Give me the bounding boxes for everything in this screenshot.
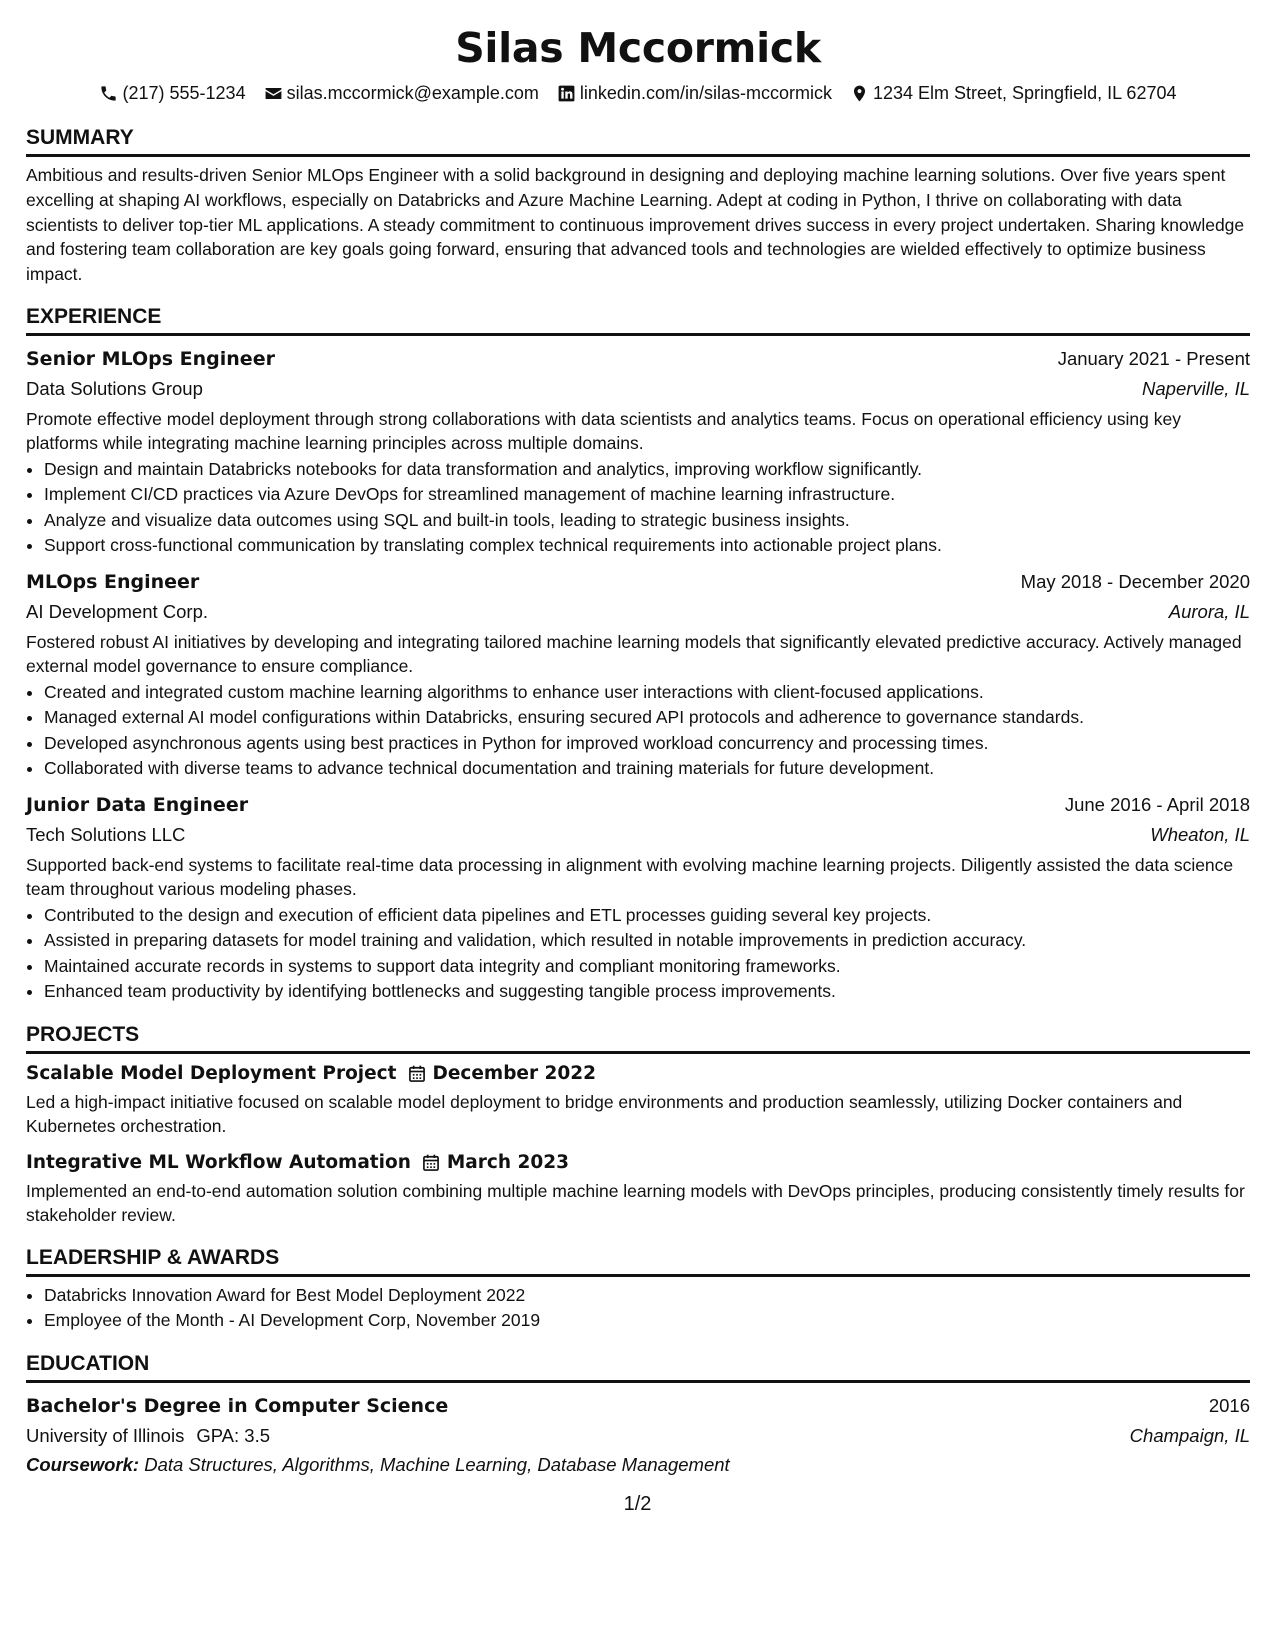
contact-address	[850, 80, 1177, 106]
job-entry	[26, 790, 1250, 1005]
job-entry	[26, 344, 1250, 559]
job-company: AI Development Corp.	[26, 600, 209, 622]
coursework-label: Coursework:	[26, 1453, 140, 1475]
school-location: Champaign, IL	[1129, 1424, 1250, 1446]
coursework	[26, 1451, 1250, 1479]
project-description: Implemented an end-to-end automation solution combining multiple machine learning models with DevOps principles, producing consistently timely results for stakeholder review.	[26, 1180, 1245, 1226]
address-text: 1234 Elm Street, Springfield, IL 62704	[872, 83, 1177, 103]
candidate-name: Silas Mccormick	[455, 24, 821, 72]
list-item: • Created and integrated custom machine learning algorithms to enhance user interactions with client-focused applications.	[44, 680, 1250, 706]
experience-section	[26, 303, 1250, 1005]
resume-page	[26, 18, 1250, 1479]
list-item: • Implement CI/CD practices via Azure DevOps for streamlined management of machine learning infrastructure.	[44, 482, 1250, 508]
graduation-year: 2016	[1208, 1394, 1250, 1416]
experience-heading: EXPERIENCE	[26, 303, 1250, 336]
leadership-section	[26, 1244, 1250, 1334]
school-name: University of Illinois	[26, 1424, 185, 1446]
summary-text: Ambitious and results-driven Senior MLOps Engineer with a solid background in designing and deploying machine learning solutions. Over five years spent excelling at shaping AI workflows, especially on Databricks and Azure Machine Learning. Adept at coding in Python, I thrive on collaborating with data scientists to deliver top-tier ML applications. A steady commitment to continuous improvement drives success in every project undertaken. Sharing knowledge and fostering team collaboration are key goals going forward, ensuring that advanced tools and technologies are wielded effectively to optimize business impact.	[26, 165, 1245, 285]
project-description: Led a high-impact initiative focused on scalable model deployment to bridge environments and production seamlessly, utilizing Docker containers and Kubernetes orchestration.	[26, 1091, 1183, 1137]
summary-section	[26, 124, 1250, 287]
job-entry	[26, 567, 1250, 782]
job-title: Senior MLOps Engineer	[26, 347, 275, 370]
contact-email[interactable]	[264, 80, 539, 106]
list-item: • Assisted in preparing datasets for model training and validation, which resulted in notable improvements in prediction accuracy.	[44, 928, 1250, 954]
page-number: 1/2	[623, 1493, 652, 1515]
job-title: MLOps Engineer	[26, 570, 200, 593]
job-bullets	[26, 457, 1250, 559]
job-description: Promote effective model deployment through strong collaborations with data scientists and analytics teams. Focus on operational efficiency using key platforms while integrating machine learning principles across multiple domains.	[26, 408, 1181, 454]
calendar-icon	[407, 1064, 427, 1084]
list-item: • Databricks Innovation Award for Best Model Deployment 2022	[44, 1283, 1250, 1309]
job-bullets	[26, 680, 1250, 782]
job-company: Data Solutions Group	[26, 377, 203, 399]
project-name: Scalable Model Deployment Project	[26, 1062, 397, 1084]
project-date: March 2023	[446, 1151, 569, 1173]
contact-bar	[26, 80, 1250, 106]
phone-text: (217) 555-1234	[122, 83, 246, 103]
job-bullets	[26, 903, 1250, 1005]
list-item: • Contributed to the design and execution of efficient data pipelines and ETL processes guiding several key projects.	[44, 903, 1250, 929]
job-company: Tech Solutions LLC	[26, 823, 186, 845]
contact-phone[interactable]	[99, 80, 245, 106]
job-dates: June 2016 - April 2018	[1064, 793, 1250, 815]
envelope-icon	[264, 84, 283, 103]
email-text: silas.mccormick@example.com	[286, 83, 539, 103]
phone-icon	[99, 84, 118, 103]
coursework-list: Data Structures, Algorithms, Machine Learning, Database Management	[144, 1453, 730, 1475]
project-date: December 2022	[432, 1062, 597, 1084]
awards-list	[26, 1283, 1250, 1334]
job-dates: May 2018 - December 2020	[1020, 570, 1250, 592]
list-item: • Managed external AI model configurations within Databricks, ensuring secured API protocols and adherence to governance standards.	[44, 705, 1250, 731]
project-entry	[26, 1060, 1250, 1139]
degree-title: Bachelor's Degree in Computer Science	[26, 1394, 449, 1417]
calendar-icon	[421, 1153, 441, 1173]
list-item: • Employee of the Month - AI Development Corp, November 2019	[44, 1308, 1250, 1334]
projects-heading: PROJECTS	[26, 1021, 1250, 1054]
project-entry	[26, 1149, 1250, 1228]
education-entry	[26, 1391, 1250, 1479]
list-item: • Support cross-functional communication by translating complex technical requirements into actionable project plans.	[44, 533, 1250, 559]
list-item: • Developed asynchronous agents using best practices in Python for improved workload concurrency and processing times.	[44, 731, 1250, 757]
linkedin-text: linkedin.com/in/silas-mccormick	[579, 83, 832, 103]
list-item: • Enhanced team productivity by identifying bottlenecks and suggesting tangible process improvements.	[44, 979, 1250, 1005]
list-item: • Analyze and visualize data outcomes using SQL and built-in tools, leading to strategic business insights.	[44, 508, 1250, 534]
job-location: Wheaton, IL	[1150, 823, 1250, 845]
job-location: Naperville, IL	[1142, 377, 1250, 399]
job-description: Fostered robust AI initiatives by developing and integrating tailored machine learning models that significantly elevated predictive accuracy. Actively managed external model governance to ensure compliance.	[26, 631, 1242, 677]
list-item: • Collaborated with diverse teams to advance technical documentation and training materials for future development.	[44, 756, 1250, 782]
projects-section	[26, 1021, 1250, 1228]
job-description: Supported back-end systems to facilitate real-time data processing in alignment with evolving machine learning projects. Diligently assisted the data science team throughout various modeling phases.	[26, 854, 1234, 900]
job-location: Aurora, IL	[1168, 600, 1250, 622]
list-item: • Maintained accurate records in systems to support data integrity and compliant monitoring frameworks.	[44, 954, 1250, 980]
map-pin-icon	[850, 84, 869, 103]
gpa: GPA: 3.5	[196, 1424, 271, 1446]
contact-linkedin[interactable]	[557, 80, 832, 106]
list-item: • Design and maintain Databricks notebooks for data transformation and analytics, improving workflow significantly.	[44, 457, 1250, 483]
job-title: Junior Data Engineer	[26, 793, 249, 816]
project-name: Integrative ML Workflow Automation	[26, 1151, 411, 1173]
education-section	[26, 1350, 1250, 1479]
leadership-heading: LEADERSHIP & AWARDS	[26, 1244, 1250, 1277]
summary-heading: SUMMARY	[26, 124, 1250, 157]
linkedin-icon	[557, 84, 576, 103]
job-dates: January 2021 - Present	[1057, 347, 1250, 369]
education-heading: EDUCATION	[26, 1350, 1250, 1383]
